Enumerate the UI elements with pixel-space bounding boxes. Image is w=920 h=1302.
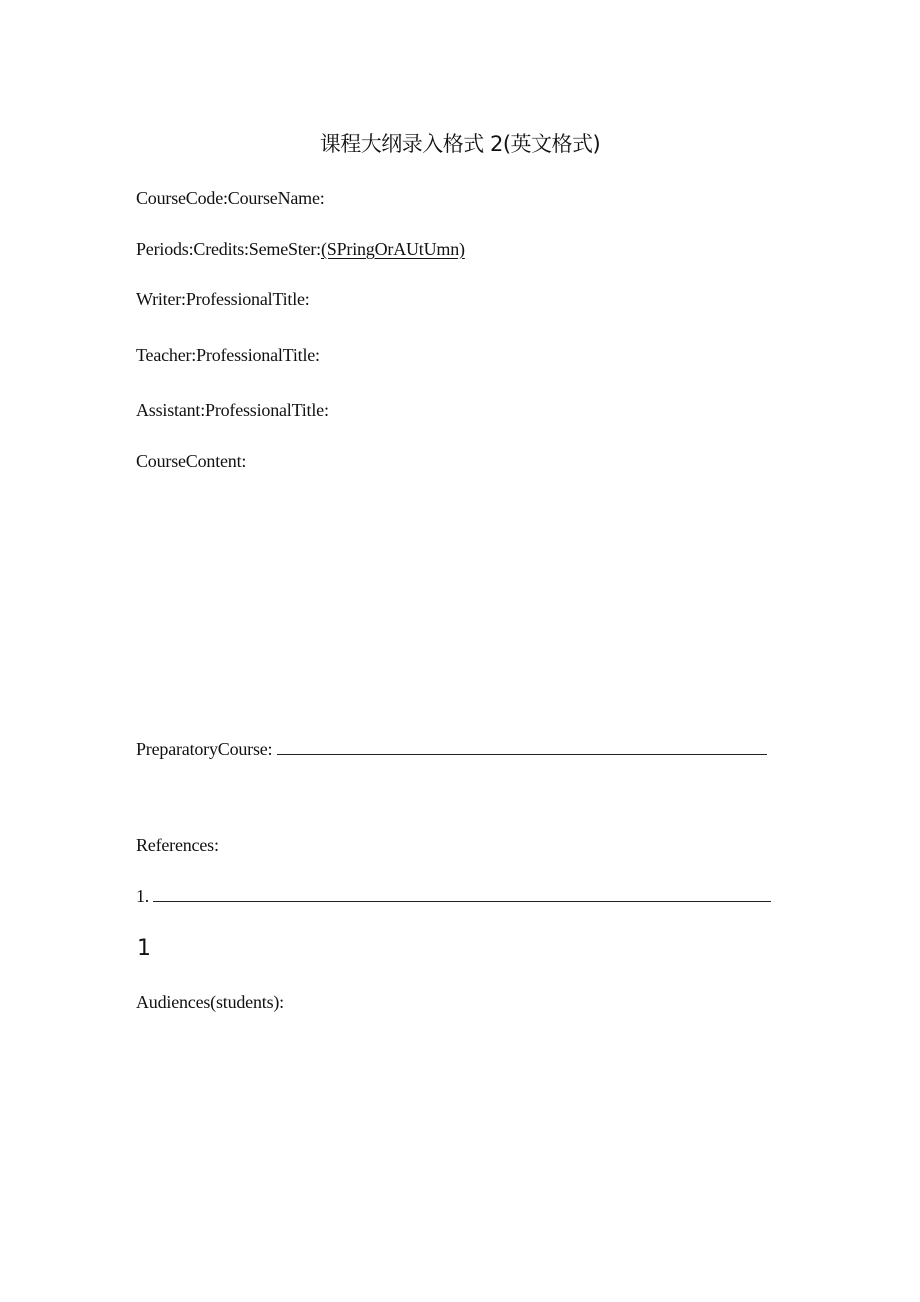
reference-item-blank — [153, 885, 771, 902]
page-number: 1 — [137, 936, 151, 961]
preparatory-course-blank — [277, 738, 767, 755]
references-line: References: — [136, 835, 219, 855]
assistant-line: Assistant:ProfessionalTitle: — [136, 400, 329, 420]
periods-credits-semester-label: Periods:Credits:SemeSter: — [136, 239, 321, 259]
teacher-line: Teacher:ProfessionalTitle: — [136, 345, 320, 365]
writer-line: Writer:ProfessionalTitle: — [136, 289, 310, 309]
reference-item-number: 1. — [136, 886, 150, 906]
course-code-name-line: CourseCode:CourseName: — [136, 188, 325, 208]
course-content-line: CourseContent: — [136, 451, 247, 471]
preparatory-course-label: PreparatoryCourse: — [136, 739, 273, 759]
reference-item-1 — [136, 884, 771, 908]
document-title: 课程大纲录入格式 2(英文格式) — [319, 132, 601, 156]
audiences-line: Audiences(students): — [136, 992, 284, 1012]
preparatory-course-line — [136, 737, 767, 761]
periods-credits-semester-line — [136, 237, 465, 261]
semester-hint: (SPringOrAUtUmn) — [321, 239, 465, 259]
